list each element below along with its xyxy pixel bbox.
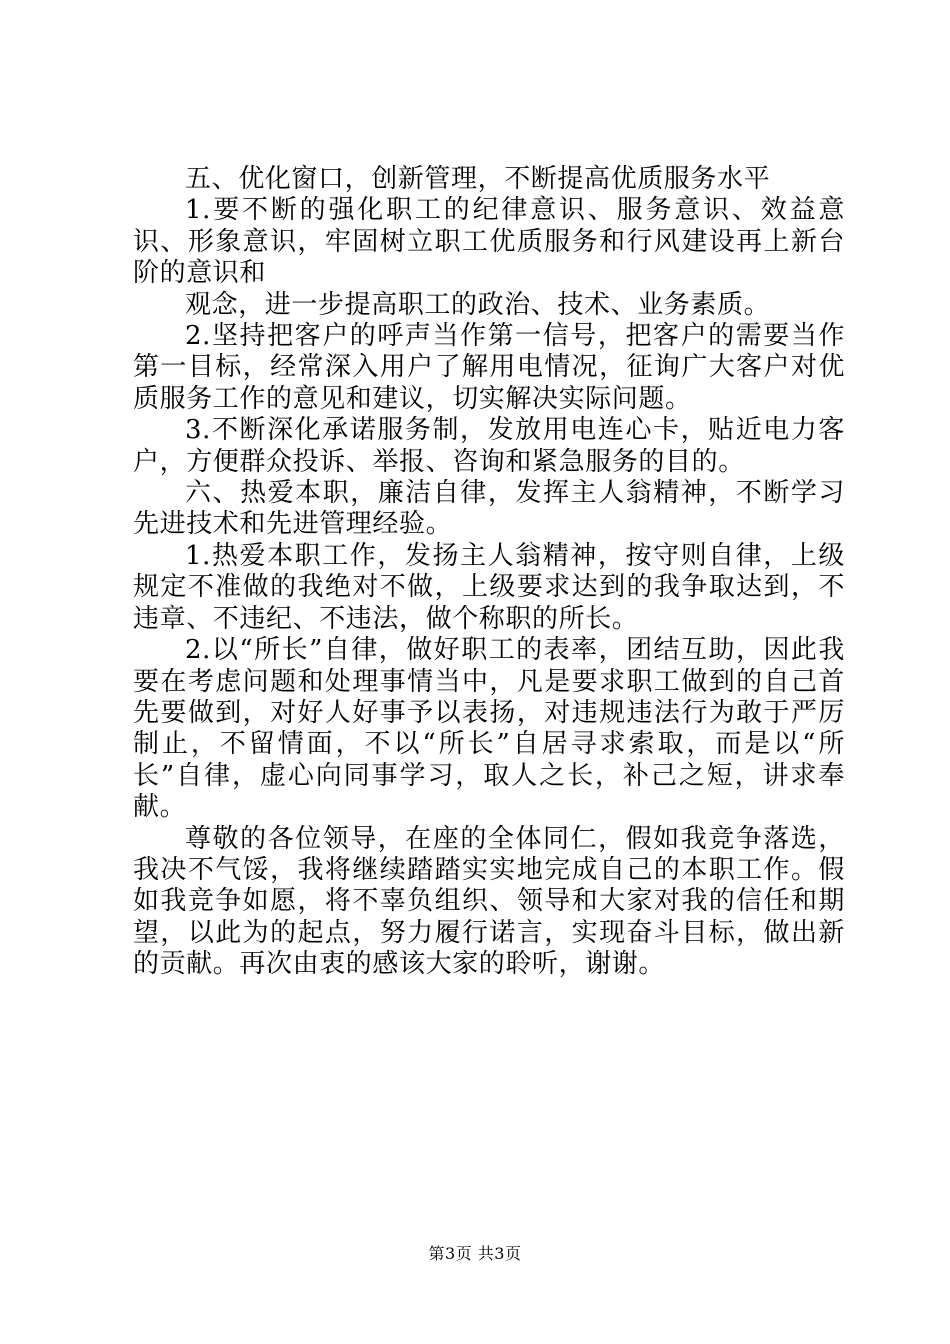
section-heading-six: 六、热爱本职，廉洁自律，发挥主人翁精神，不断学习先进技术和先进管理经验。 (133, 478, 845, 540)
paragraph-item-6-2: 2.以“所长”自律，做好职工的表率，团结互助，因此我要在考虑问题和处理事情当中，凡是要求职工做到的自己首先要做到，对好人好事予以表扬，对违规违法行为敢于严厉制止，不留情面，不以“所长”自居寻求索取，而是以“所长”自律，虚心向同事学习，取人之长，补己之短，讲求奉献。 (133, 635, 845, 823)
paragraph-item-5-3: 3.不断深化承诺服务制，发放用电连心卡，贴近电力客户，方便群众投诉、举报、咨询和紧急服务的目的。 (133, 415, 845, 477)
paragraph-item-5-1: 1.要不断的强化职工的纪律意识、服务意识、效益意识、形象意识，牢固树立职工优质服务和行风建设再上新台阶的意识和 (133, 195, 845, 289)
page-number-footer: 第3页 共3页 (428, 1244, 522, 1263)
paragraph-continuation: 观念，进一步提高职工的政治、技术、业务素质。 (185, 289, 771, 320)
document-body (133, 164, 845, 981)
paragraph-item-6-1: 1.热爱本职工作，发扬主人翁精神，按守则自律，上级规定不准做的我绝对不做，上级要求达到的我争取达到，不违章、不违纪、不违法，做个称职的所长。 (133, 540, 845, 634)
section-heading-five: 五、优化窗口，创新管理，不断提高优质服务水平 (185, 164, 771, 194)
paragraph-closing: 尊敬的各位领导，在座的全体同仁，假如我竞争落选，我决不气馁，我将继续踏踏实实地完成自己的本职工作。假如我竞争如愿，将不辜负组织、领导和大家对我的信任和期望，以此为的起点，努力履行诺言，实现奋斗目标，做出新的贡献。再次由衷的感该大家的聆听，谢谢。 (133, 823, 845, 980)
paragraph-item-5-2: 2.坚持把客户的呼声当作第一信号，把客户的需要当作第一目标，经常深入用户了解用电情况，征询广大客户对优质服务工作的意见和建议，切实解决实际问题。 (133, 321, 845, 414)
